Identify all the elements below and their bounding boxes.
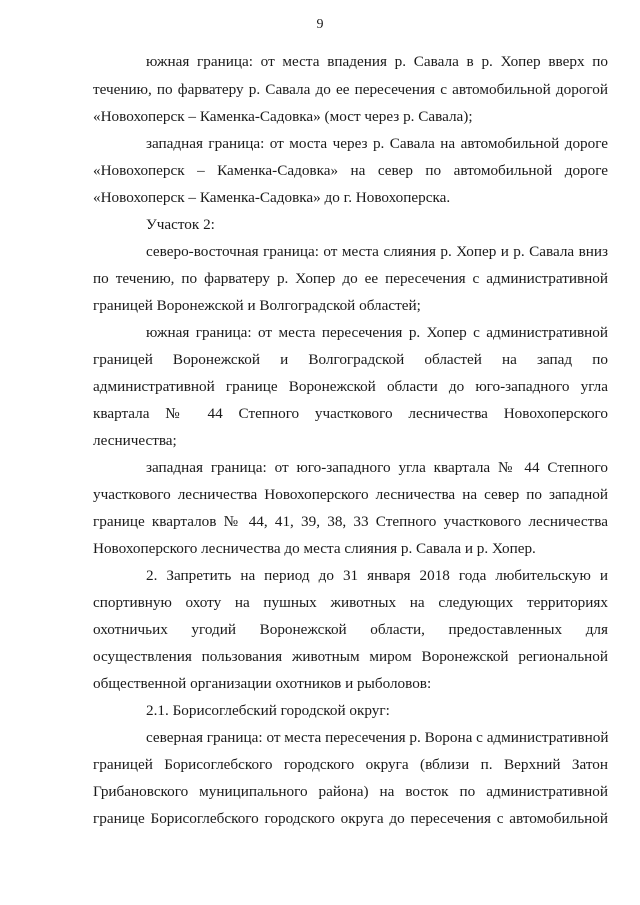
text-line: «Новохоперск – Каменка-Садовка» на север по автомобильной дороге	[93, 162, 608, 179]
text-line: границей Воронежской и Волгоградской областей на запад по	[93, 351, 608, 368]
text-line: западная граница: от моста через р. Савала на автомобильной дороге	[146, 135, 608, 152]
text-line: «Новохоперск – Каменка-Садовка» до г. Новохоперска.	[93, 189, 451, 206]
text-line: лесничества;	[93, 432, 177, 449]
text-line: течению, по фарватеру р. Савала до ее пересечения с автомобильной дорогой	[93, 81, 608, 98]
text-line: южная граница: от места впадения р. Савала в р. Хопер вверх по	[146, 53, 608, 70]
section-heading: 2.1. Борисоглебский городской округ:	[146, 702, 390, 719]
text-line: спортивную охоту на пушных животных на следующих территориях	[93, 594, 608, 611]
text-line: административной границе Воронежской области до юго-западного угла	[93, 378, 608, 395]
text-line: северо-восточная граница: от места слияния р. Хопер и р. Савала вниз	[146, 243, 608, 260]
text-line: Участок 2:	[146, 216, 215, 233]
text-line: 2. Запретить на период до 31 января 2018 года любительскую и	[146, 567, 608, 584]
text-line: охотничьих угодий Воронежской области, предоставленных для	[93, 621, 608, 638]
text-line: границе Борисоглебского городского округа до пересечения с автомобильной	[93, 810, 608, 827]
text-line: западная граница: от юго-западного угла квартала № 44 Степного	[146, 459, 608, 476]
text-line: квартала № 44 Степного участкового лесничества Новохоперского	[93, 405, 608, 422]
text-line: «Новохоперск – Каменка-Садовка» (мост через р. Савала);	[93, 108, 473, 125]
page-number: 9	[316, 17, 324, 32]
text-line: южная граница: от места пересечения р. Хопер с административной	[146, 324, 608, 341]
text-line: границей Воронежской и Волгоградской областей;	[93, 297, 421, 314]
text-line: участкового лесничества Новохоперского лесничества на север по западной	[93, 486, 608, 503]
text-line: общественной организации охотников и рыболовов:	[93, 675, 432, 692]
text-line: по течению, по фарватеру р. Хопер до ее пересечения с административной	[93, 270, 608, 287]
text-line: границей Борисоглебского городского округа (вблизи п. Верхний Затон	[93, 756, 608, 773]
text-line: Новохоперского лесничества до места слияния р. Савала и р. Хопер.	[93, 540, 536, 557]
text-line: Грибановского муниципального района) на восток по административной	[93, 783, 608, 800]
text-line: границе кварталов № 44, 41, 39, 38, 33 Степного участкового лесничества	[93, 513, 608, 530]
text-line: осуществления пользования животным миром Воронежской региональной	[93, 648, 608, 665]
text-line: северная граница: от места пересечения р. Ворона с административной	[146, 729, 609, 746]
